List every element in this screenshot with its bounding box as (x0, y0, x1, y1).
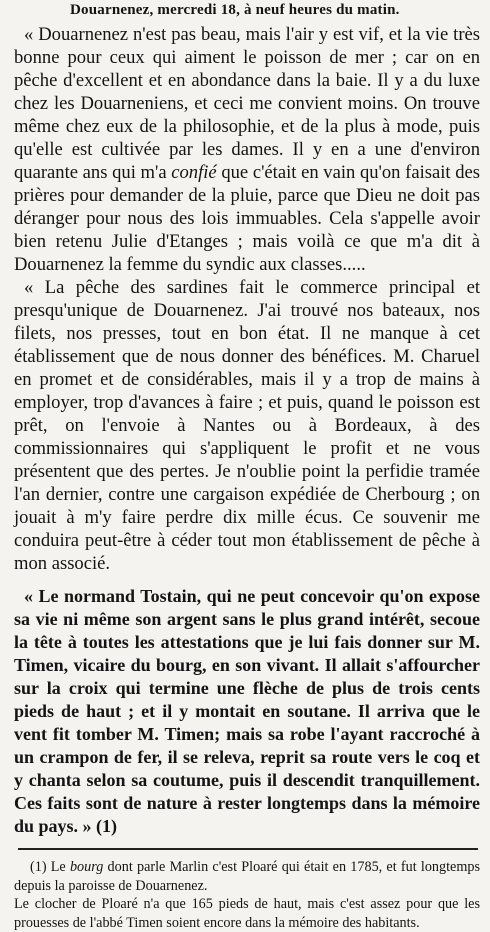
paragraph-2-text: « La pêche des sardines fait le commerce principal et presqu'unique de Douarnenez. J'ai trouvé nos bateaux, nos filets, nos presses, tout en bon état. Il ne manque à cet établissement que de nous donner des bénéfices. M. Charuel en promet et de considérables, mais il y a trop de mains à employer, trop d'avances à faire ; et puis, quand le poisson est prêt, on l'envoie à Nantes ou à Bordeaux, à des commissionnaires qui s'appliquent le profit et ne vous présentent que des pertes. Je n'oublie point la perfidie tramée l'an dernier, contre une cargaison expédiée de Cherbourg ; on jouait à m'y faire perdre dix mille écus. Ce souvenir me conduira peut-être à céder tout mon établissement de pêche à mon associé. (14, 277, 480, 574)
footnote-italic: bourg (69, 859, 104, 875)
dateline: Douarnenez, mercredi 18, à neuf heures du matin. (70, 2, 400, 18)
footnote-1 (14, 858, 480, 895)
footnote-mark: (1) Le (30, 859, 70, 875)
footnote-second: Le clocher de Ploaré n'a que 165 pieds de haut, mais c'est assez pour que les prouesses de l'abbé Timen soient encore dans la mémoire des habitants. (14, 896, 480, 931)
paragraph-1-open: « Douarnenez n'est pas beau, mais l'air y est vif, et la vie très bonne pour ceux qui aiment le poisson de mer ; car on en pêche d'excellent et en abondance dans la baie. Il y a du luxe chez les Douarneniens, et ceci me convient moins. On trouve même chez eux de la philosophie, et de la plus à mode, puis qu'elle est cultivée par les dames. Il y en a une d'environ quarante ans qui m'a (14, 24, 480, 183)
paragraph-1 (14, 23, 480, 276)
paragraph-2 (14, 276, 480, 575)
paragraph-3-text: « Le normand Tostain, qui ne peut concevoir qu'on expose sa vie ni même son argent sans le plus grand intérêt, secoue la tête à toutes les attestations que je lui fais donner sur M. Timen, vicaire du bourg, en son vivant. Il allait s'affourcher sur la croix qui termine une flèche de plus de trois cents pieds de haut ; et il y montait en soutane. Il arriva que le vent fit tomber M. Timen; mais sa robe l'ayant raccroché à un crampon de fer, il se releva, reprit sa route vers le coq et y chanta selon sa coutume, puis il descendit tranquillement. Ces faits sont de nature à rester longtemps dans la mémoire du pays. » (1) (14, 586, 480, 836)
paragraph-3 (14, 585, 480, 838)
paragraph-1-close: que c'était en vain qu'on faisait des prières pour demander de la pluie, parce que Dieu ne doit pas déranger pour nous des lois immuables. Cela s'appelle avoir bien retenu Julie d'Etanges ; mais voilà ce que m'a dit à Douarnenez la femme du syndic aux classes..... (14, 162, 481, 275)
paragraph-1-italic: confié (171, 162, 217, 183)
footnote-rest: dont parle Marlin c'est Ploaré qui était en 1785, et fut longtemps depuis la paroisse de Douarnenez. (14, 859, 480, 894)
footnote-2 (14, 895, 480, 932)
footnote-divider (18, 848, 478, 850)
